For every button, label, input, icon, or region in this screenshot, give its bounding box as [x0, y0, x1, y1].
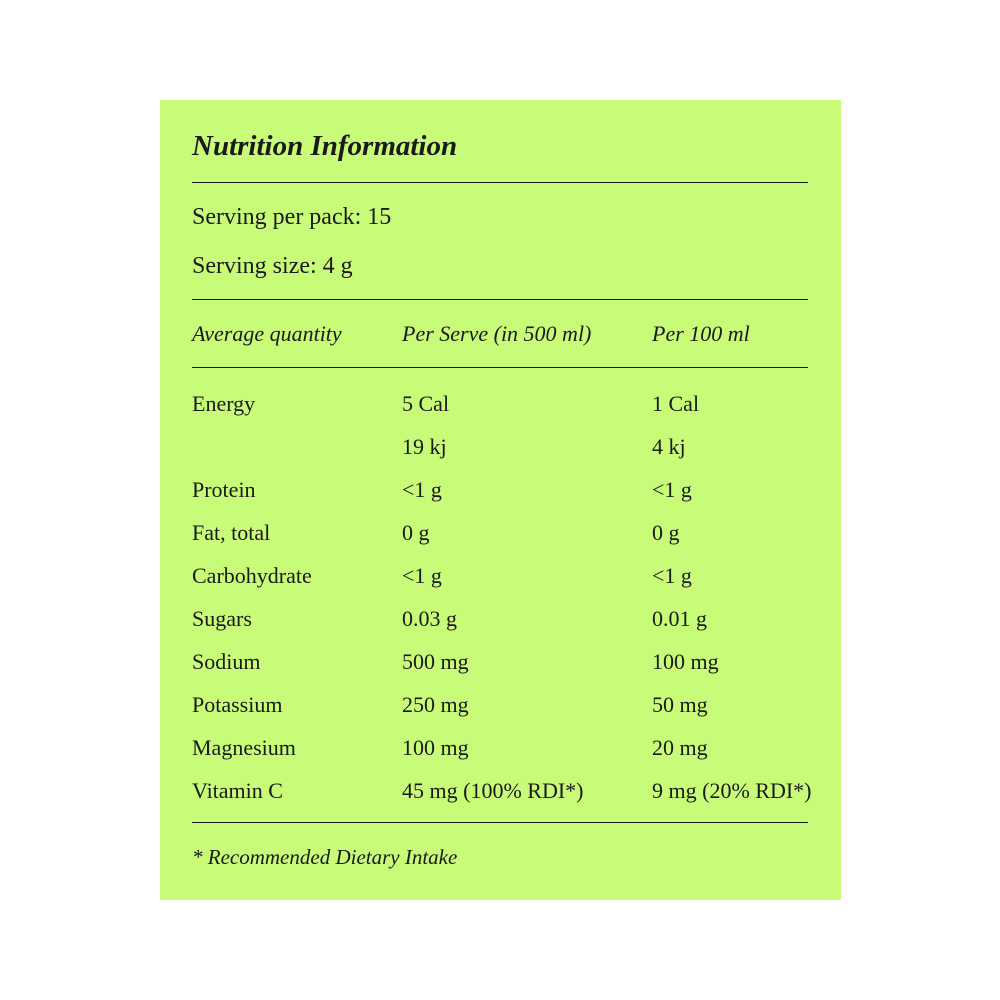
serving-size: Serving size: 4 g — [192, 253, 353, 279]
per-serve-value: 19 kj — [402, 434, 447, 459]
per-serve-value: 250 mg — [402, 692, 469, 717]
per-serve-value: 0 g — [402, 520, 430, 545]
per-100ml-value: 9 mg (20% RDI*) — [652, 778, 812, 803]
table-row — [160, 774, 841, 817]
nutrient-name: Potassium — [192, 692, 283, 717]
divider-header — [192, 367, 808, 368]
per-100ml-value: 0.01 g — [652, 606, 707, 631]
nutrient-name: Sugars — [192, 606, 252, 631]
per-100ml-value: <1 g — [652, 563, 692, 588]
nutrition-panel — [160, 100, 841, 900]
table-row — [160, 473, 841, 516]
table-row — [160, 559, 841, 602]
table-row — [160, 688, 841, 731]
per-serve-value: <1 g — [402, 477, 442, 502]
per-100ml-value: 0 g — [652, 520, 680, 545]
table-row — [160, 516, 841, 559]
table-row — [160, 645, 841, 688]
per-serve-value: 45 mg (100% RDI*) — [402, 778, 584, 803]
divider-top — [192, 182, 808, 183]
column-header-per-serve: Per Serve (in 500 ml) — [402, 321, 592, 346]
table-row — [160, 387, 841, 430]
divider-serving — [192, 299, 808, 300]
per-serve-value: 5 Cal — [402, 391, 450, 416]
footnote: * Recommended Dietary Intake — [192, 845, 458, 869]
column-header-average-quantity: Average quantity — [192, 321, 342, 346]
per-100ml-value: 20 mg — [652, 735, 708, 760]
divider-bottom — [192, 822, 808, 823]
panel-title: Nutrition Information — [192, 130, 458, 162]
table-row — [160, 731, 841, 774]
table-row — [160, 602, 841, 645]
nutrient-name: Protein — [192, 477, 256, 502]
nutrient-name: Energy — [192, 391, 256, 416]
per-100ml-value: 4 kj — [652, 434, 686, 459]
serving-per-pack: Serving per pack: 15 — [192, 204, 392, 230]
per-100ml-value: 100 mg — [652, 649, 719, 674]
per-100ml-value: 1 Cal — [652, 391, 700, 416]
per-serve-value: 0.03 g — [402, 606, 457, 631]
nutrient-name: Vitamin C — [192, 778, 283, 803]
per-serve-value: 100 mg — [402, 735, 469, 760]
per-100ml-value: 50 mg — [652, 692, 708, 717]
per-serve-value: <1 g — [402, 563, 442, 588]
nutrient-table — [160, 387, 841, 817]
table-row — [160, 430, 841, 473]
per-100ml-value: <1 g — [652, 477, 692, 502]
nutrient-name: Magnesium — [192, 735, 296, 760]
column-header-per-100ml: Per 100 ml — [652, 321, 750, 346]
nutrient-name: Carbohydrate — [192, 563, 312, 588]
nutrient-name: Sodium — [192, 649, 261, 674]
per-serve-value: 500 mg — [402, 649, 469, 674]
nutrient-name: Fat, total — [192, 520, 271, 545]
